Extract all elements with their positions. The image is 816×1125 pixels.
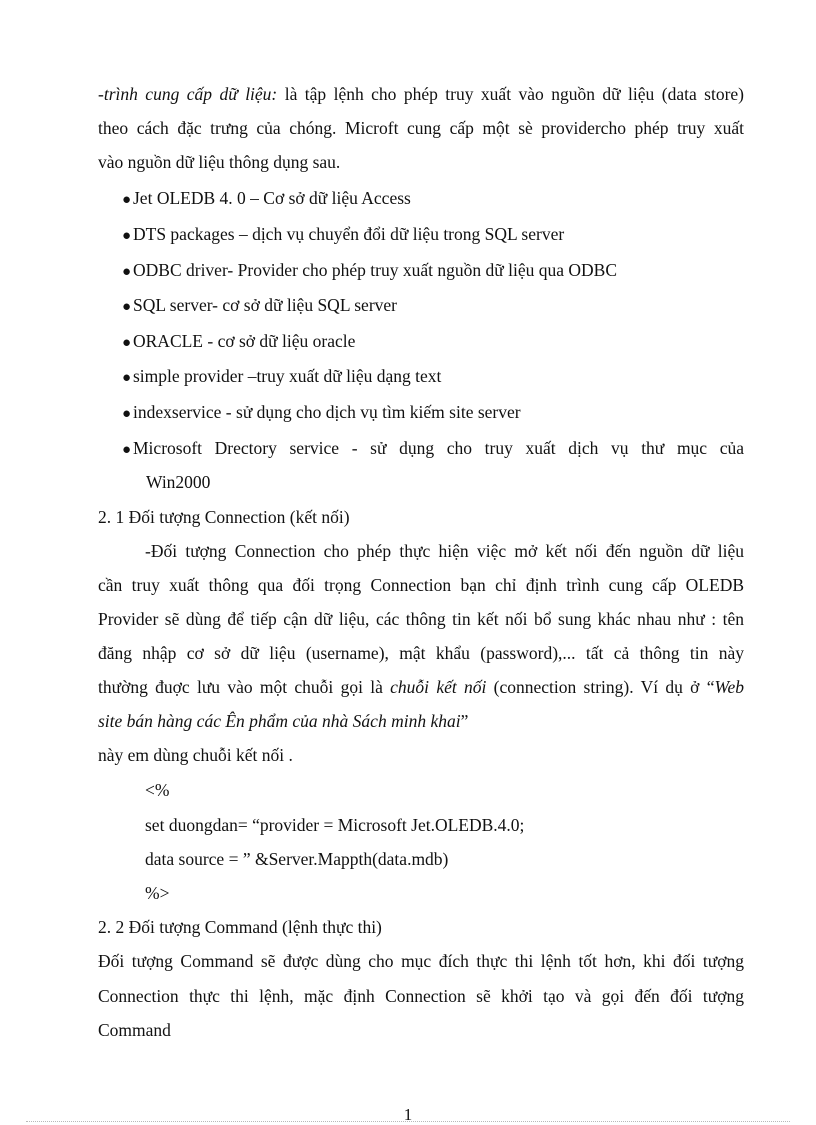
paragraph-2-line-5 (98, 675, 744, 699)
term-italic: chuỗi kết nối (390, 677, 487, 697)
footer-divider (26, 1121, 790, 1122)
bullet-text: Microsoft Drectory service - sử dụng cho truy xuất dịch vụ thư mục của (133, 438, 744, 458)
bullet-text: Jet OLEDB 4. 0 – Cơ sở dữ liệu Access (133, 188, 411, 208)
paragraph-3-line-2: Connection thực thi lệnh, mặc định Connection sẽ khởi tạo và gọi đến đối tượng (98, 986, 744, 1006)
bullet-dot-icon: ● (122, 299, 132, 315)
bullet-item (122, 436, 744, 462)
paragraph-1-line-1-text: là tập lệnh cho phép truy xuất vào nguồn dữ liệu (data store) (277, 84, 744, 104)
bullet-item (122, 293, 744, 319)
bullet-text: simple provider –truy xuất dữ liệu dạng text (133, 366, 442, 386)
bullet-text: DTS packages – dịch vụ chuyển đổi dữ liệu trong SQL server (133, 224, 565, 244)
paragraph-3-line-3: Command (98, 1020, 171, 1040)
bullet-text: indexservice - sử dụng cho dịch vụ tìm kiếm site server (133, 402, 521, 422)
paragraph-2-line-5-a: thường đuợc lưu vào một chuỗi gọi là (98, 677, 391, 697)
code-line: %> (145, 883, 170, 903)
paragraph-1-line-3: vào nguồn dữ liệu thông dụng sau. (98, 152, 341, 172)
section-heading-connection: 2. 1 Đối tượng Connection (kết nối) (98, 507, 350, 527)
bullet-dot-icon: ● (122, 228, 132, 244)
bullet-text: ODBC driver- Provider cho phép truy xuất nguồn dữ liệu qua ODBC (133, 260, 617, 280)
term-italic: Web (714, 677, 744, 697)
code-line: set duongdan= “provider = Microsoft Jet.OLEDB.4.0; (145, 815, 525, 835)
bullet-dot-icon: ● (122, 264, 132, 280)
paragraph-3-line-1: Đối tượng Command sẽ được dùng cho mục đích thực thi lệnh tốt hơn, khi đối tượng (98, 951, 744, 971)
bullet-dot-icon: ● (122, 406, 132, 422)
section-heading-command: 2. 2 Đối tượng Command (lệnh thực thi) (98, 917, 382, 937)
paragraph-2-line-6 (98, 709, 744, 733)
bullet-text: ORACLE - cơ sở dữ liệu oracle (133, 331, 356, 351)
bullet-item (122, 186, 744, 212)
paragraph-1-line-2: theo cách đặc trưng của chóng. Microft cung cấp một sè providercho phép truy xuất (98, 118, 744, 138)
bullet-dot-icon: ● (122, 370, 132, 386)
paragraph-2-line-2: cần truy xuất thông qua đối trọng Connection bạn chỉ định trình cung cấp OLEDB (98, 575, 744, 595)
bullet-dot-icon: ● (122, 192, 132, 208)
bullet-item (122, 329, 744, 355)
code-line: <% (145, 780, 170, 800)
bullet-item (122, 400, 744, 426)
bullet-item (122, 364, 744, 390)
term-italic: -trình cung cấp dữ liệu: (98, 84, 278, 104)
bullet-text: SQL server- cơ sở dữ liệu SQL server (133, 295, 397, 315)
paragraph-1-line-1 (98, 82, 744, 106)
bullet-item (122, 258, 744, 284)
bullet-item (122, 222, 744, 248)
bullet-dot-icon: ● (122, 442, 132, 458)
code-line: data source = ” &Server.Mappth(data.mdb) (145, 849, 449, 869)
paragraph-2-line-4: đăng nhập cơ sở dữ liệu (username), mật khẩu (password),... tất cả thông tin này (98, 643, 744, 663)
page-number: 1 (403, 1105, 413, 1124)
paragraph-2-line-1: -Đối tượng Connection cho phép thực hiện việc mở kết nối đến nguồn dữ liệu (145, 541, 744, 561)
term-italic: site bán hàng các Ên phẩm của nhà Sách minh khai (98, 711, 461, 731)
bullet-dot-icon: ● (122, 335, 132, 351)
paragraph-2-line-3: Provider sẽ dùng để tiếp cận dữ liệu, các thông tin kết nối bổ sung khác nhau như : tên (98, 609, 744, 629)
paragraph-2-line-5-b: (connection string). Ví dụ ở “ (486, 677, 715, 697)
paragraph-2-line-7: này em dùng chuỗi kết nối . (98, 745, 293, 765)
bullet-continuation: Win2000 (146, 472, 211, 492)
paragraph-2-line-6-rest: ” (460, 711, 469, 731)
